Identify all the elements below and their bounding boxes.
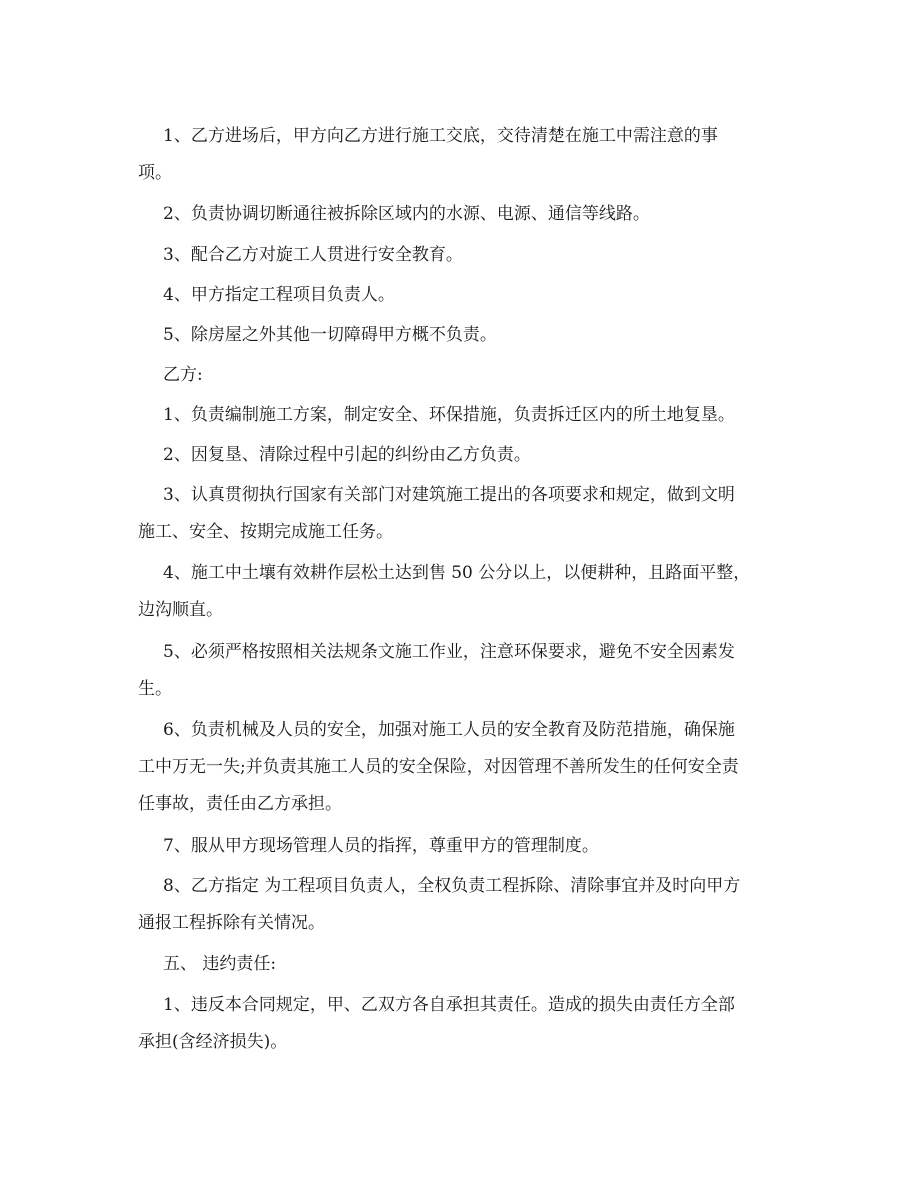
text-line: 3、配合乙方对旋工人贯进行安全教育。 <box>163 245 463 265</box>
text-line: 7、服从甲方现场管理人员的指挥，尊重甲方的管理制度。 <box>163 836 599 856</box>
text-line: 5、必须严格按照相关法规条文施工作业，注意环保要求，避免不安全因素发 <box>163 642 735 662</box>
text-line: 3、认真贯彻执行国家有关部门对建筑施工提出的各项要求和规定，做到文明 <box>163 485 735 505</box>
text-line: 1、违反本合同规定，甲、乙双方各自承担其责任。造成的损失由责任方全部 <box>163 995 735 1015</box>
text-line: 1、乙方进场后，甲方向乙方进行施工交底，交待清楚在施工中需注意的事 <box>163 126 718 146</box>
text-line: 边沟顺直。 <box>138 600 223 620</box>
text-line: 1、负责编制施工方案，制定安全、环保措施，负责拆迁区内的所土地复垦。 <box>163 405 735 425</box>
text-line: 项。 <box>138 163 172 183</box>
text-line: 6、负责机械及人员的安全，加强对施工人员的安全教育及防范措施，确保施 <box>163 720 735 740</box>
section-heading: 乙方: <box>163 365 203 385</box>
text-line: 生。 <box>138 679 172 699</box>
text-line: 4、甲方指定工程项目负责人。 <box>163 285 395 305</box>
text-line: 2、因复垦、清除过程中引起的纠纷由乙方负责。 <box>163 445 531 465</box>
section-heading: 五、 违约责任: <box>163 954 277 974</box>
text-line: 4、施工中土壤有效耕作层松土达到售 50 公分以上，以便耕种，且路面平整， <box>163 563 751 583</box>
text-line: 任事故，责任由乙方承担。 <box>138 794 342 814</box>
text-line: 承担(含经济损失)。 <box>138 1032 288 1052</box>
text-line: 通报工程拆除有关情况。 <box>138 913 325 933</box>
text-line: 施工、安全、按期完成施工任务。 <box>138 522 393 542</box>
text-line: 2、负责协调切断通往被拆除区域内的水源、电源、通信等线路。 <box>163 204 650 224</box>
text-line: 工中万无一失;并负责其施工人员的安全保险，对因管理不善所发生的任何安全责 <box>138 757 739 777</box>
text-line: 5、除房屋之外其他一切障碍甲方概不负责。 <box>163 325 497 345</box>
text-line: 8、乙方指定 为工程项目负责人，全权负责工程拆除、清除事宜并及时向甲方 <box>163 876 741 896</box>
